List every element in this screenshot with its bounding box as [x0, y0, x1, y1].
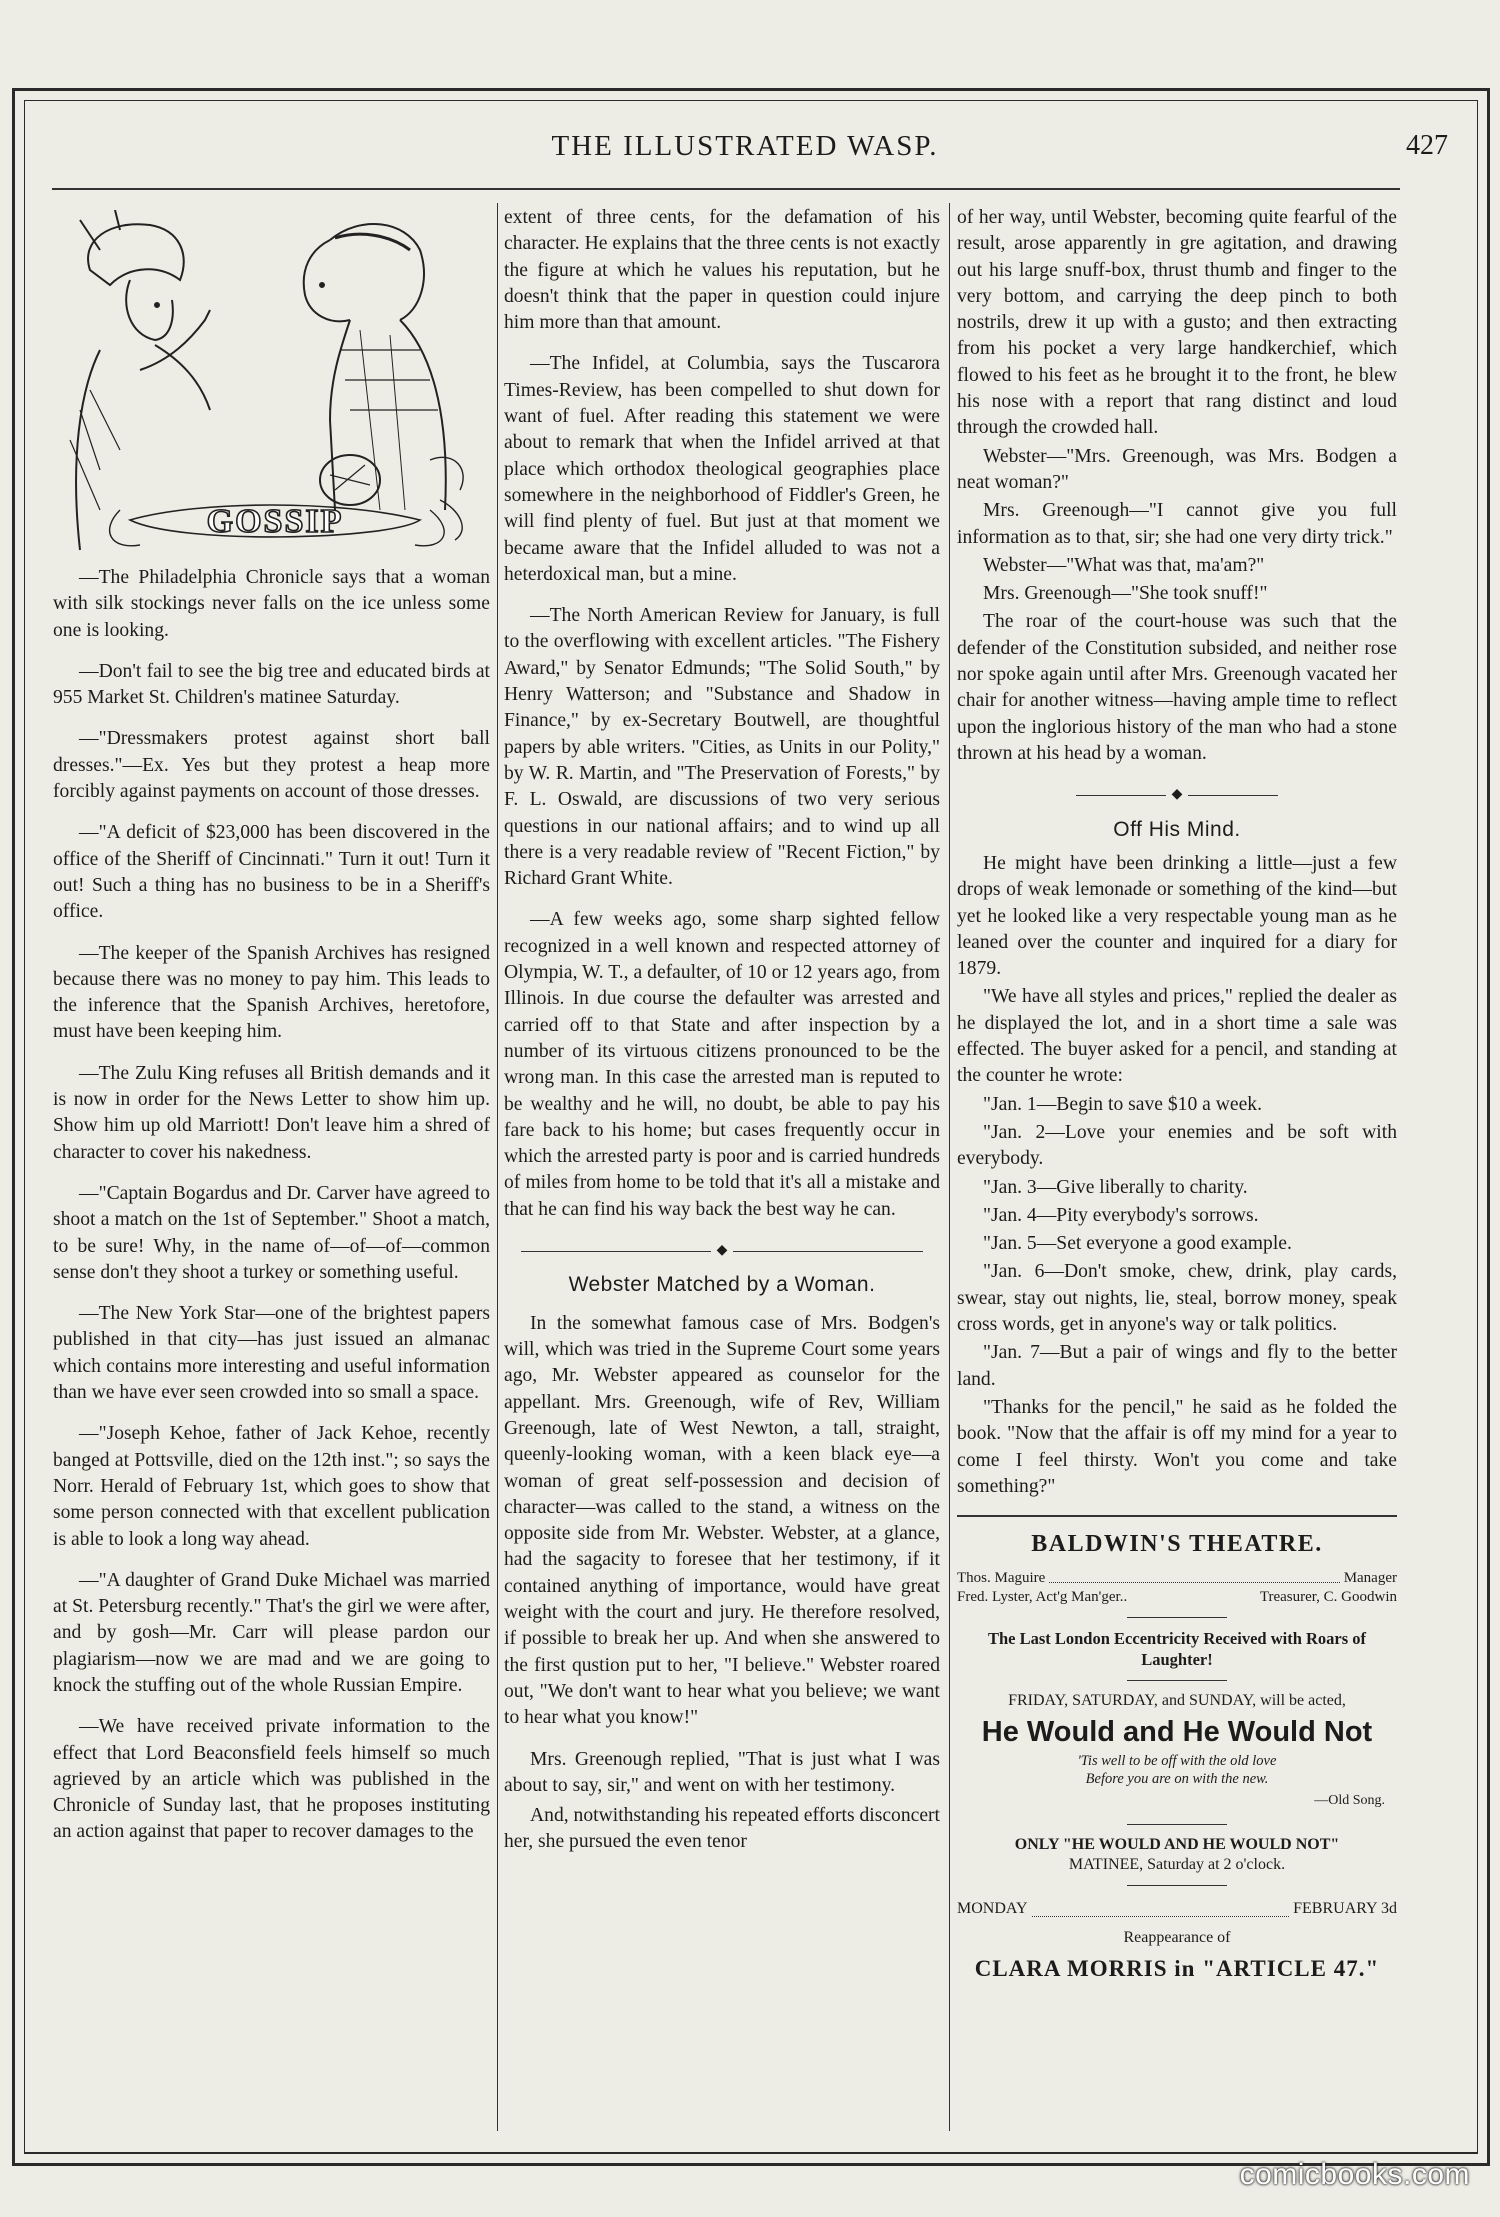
gossip-item: —The keeper of the Spanish Archives has resigned because there was no money to pay him. This leads to the inference that the Spanish Archives, heretofore, must have been keeping him. [53, 942, 490, 1043]
gossip-item: —We have received private information to the effect that Lord Beaconsfield feels himself so much agrieved by an article which was published in the Chronicle of Sunday last, that he proposes instituting an action against that paper to recover damages to the [53, 1716, 490, 1843]
gossip-banner-label: GOSSIP [206, 503, 344, 540]
page-number: 427 [1406, 130, 1448, 161]
gossip-item: —"Captain Bogardus and Dr. Carver have agreed to shoot a match on the 1st of September." Shoot a match, to be sure! Why, in the name of—of—of—common sense don't they shoot a turkey or something useful. [53, 1182, 490, 1283]
webster-continued: of her way, until Webster, becoming quite fearful of the result, arose apparently in gre agitation, and drawing out his large snuff-box, thrust thumb and finger to the very bottom, and carrying the deep pinch to both nostrils, drew it up with a gusto; and then extracting from his pocket a very large handkerchief, which flowed to his feet as he brought it to the front, he blew his nose with a report that rang distinct and loud through the crowded hall. [957, 207, 1397, 439]
diary-entry: "Jan. 3—Give liberally to charity. [983, 1176, 1248, 1198]
only-notice: ONLY "HE WOULD AND HE WOULD NOT" [1014, 1836, 1340, 1854]
diary-entry: "Jan. 5—Set everyone a good example. [983, 1233, 1292, 1255]
theatre-name: BALDWIN'S THEATRE. [1031, 1531, 1323, 1558]
theatre-advertisement [957, 1515, 1397, 1982]
offmind-title: Off His Mind. [1113, 817, 1241, 841]
webster-paragraph: Mrs. Greenough replied, "That is just what I was about to say, sir," and went on with her testimony. [504, 1748, 940, 1796]
news-item: —The North American Review for January, is full to the overflowing with excellent articles. "The Fishery Award," by Senator Edmunds; "The Solid South," by Henry Watterson; and "Substance and Shadow in Finance," by ex-Secretary Boutwell, are thoughtful papers by able writers. "Cities, as Units in our Polity," by W. R. Martin, and "The Preservation of Forests," by F. L. Oswald, are discussions of two very serious questions in our national affairs; and to wind up all there is a very readable review of "Recent Fiction," by Richard Grant White. [504, 605, 940, 890]
gossip-item: —"A deficit of $23,000 has been discovered in the office of the Sheriff of Cincinnati." Turn it out! Turn it out! Such a thing has no business to be in a Sheriff's office. [53, 822, 490, 923]
column-3 [957, 205, 1397, 2135]
offmind-conclusion: "Thanks for the pencil," he said as he folded the book. "Now that the affair is off my mind for a year to come I feel thirsty. Won't you come and take something?" [957, 1396, 1397, 1497]
quote-line: Before you are on with the new. [1085, 1770, 1269, 1787]
column-divider [497, 203, 498, 2131]
footer-rule [24, 2152, 1478, 2153]
diary-entry: "Jan. 7—But a pair of wings and fly to the better land. [957, 1342, 1397, 1390]
diary-entry: "Jan. 1—Begin to save $10 a week. [983, 1093, 1262, 1115]
watermark: comicbooks.com [1239, 2158, 1470, 2191]
gossip-item: —"Dressmakers protest against short ball dresses."—Ex. Yes but they protest a heap more forcibly against payments on account of those dresses. [53, 728, 490, 803]
webster-conclusion: The roar of the court-house was such that the defender of the Constitution subsided, and neither rose nor spoke again until after Mrs. Greenough vacated her chair for another witness—having ample time to reflect upon the inglorious history of the man who had a stone thrown at his head by a woman. [957, 611, 1397, 764]
matinee-notice: MATINEE, Saturday at 2 o'clock. [1068, 1856, 1286, 1874]
news-item: —The Infidel, at Columbia, says the Tuscarora Times-Review, has been compelled to shut down for want of fuel. After reading this statement we were about to remark that when the Infidel arrived at that place which orthodox theological geographies place somewhere in the neighborhood of Fiddler's Green, he will find plenty of fuel. But just at that moment we became aware that the Infidel alluded to was not a heterdoxical man, but a mine. [504, 353, 940, 585]
column-divider [949, 203, 950, 2131]
webster-dialog [957, 444, 1397, 608]
reappearance-label: Reappearance of [1123, 1929, 1231, 1947]
performance-days: FRIDAY, SATURDAY, and SUNDAY, will be acted, [1008, 1692, 1346, 1710]
offmind-paragraph: "We have all styles and prices," replied the dealer as he displayed the lot, and in a short time a sale was effected. The buyer asked for a pencil, and standing at the counter he wrote: [957, 986, 1397, 1087]
column-1 [53, 205, 490, 2135]
acting-manager: Fred. Lyster, Act'g Man'ger.. [957, 1589, 1128, 1606]
header-rule [52, 188, 1400, 190]
gossip-item: —The Zulu King refuses all British demands and it is now in order for the News Letter to show him up. Show him up old Marriott! Don't leave him a shred of character to cover his nakedness. [53, 1062, 490, 1163]
webster-title: Webster Matched by a Woman. [568, 1273, 876, 1297]
section-ornament: ◆ [504, 1238, 940, 1264]
webster-paragraph: In the somewhat famous case of Mrs. Bodgen's will, which was tried in the Supreme Court some years ago, Mr. Webster appeared as counselor for the appellant. Mrs. Greenough, wife of Rev, William Greenough, late of West Newton, a tall, straight, queenly-looking woman, with a keen black eye—a woman of great self-possession and decision of character—was called to the stand, a witness on the opposite side from Mr. Webster. Webster, at a glance, had the sagacity to foresee that her testimony, if it contained anything of importance, would have great weight with the court and jury. He therefore resolved, if possible to break her up. And when she answered to the first qustion put to her, "I believe." Webster roared out, "We don't want to hear what you believe; we want to hear what you know!" [504, 1312, 940, 1729]
column-2 [504, 205, 940, 2135]
dialog-line: Webster—"Mrs. Greenough, was Mrs. Bodgen a neat woman?" [957, 445, 1397, 493]
manager-role: Manager [1343, 1570, 1397, 1587]
monday-date: FEBRUARY 3d [1293, 1900, 1397, 1918]
gossip-item: —Don't fail to see the big tree and educated birds at 955 Market St. Children's matinee Saturday. [53, 660, 490, 709]
dialog-line: Mrs. Greenough—"I cannot give you full information as to that, sir; she had one very dirty trick." [957, 500, 1397, 548]
manager-line [957, 1569, 1397, 1588]
ad-rule [1127, 1680, 1227, 1681]
gossip-item: —"A daughter of Grand Duke Michael was married at St. Petersburg recently." That's the girl we were after, and by gosh—Mr. Carr will please pardon our plagiarism—now we are mad and we are going to knock the stuffing out of the whole Russian Empire. [53, 1569, 490, 1696]
newspaper-title: THE ILLUSTRATED WASP. [551, 130, 939, 162]
star-billing: CLARA MORRIS in "ARTICLE 47." [974, 1956, 1380, 1982]
staff-line [957, 1588, 1397, 1607]
webster-paragraph: And, notwithstanding his repeated efforts disconcert her, she pursued the even tenor [504, 1805, 940, 1853]
gossip-item: —"Joseph Kehoe, father of Jack Kehoe, recently banged at Pottsville, died on the 12th inst."; so says the Norr. Herald of February 1st, which goes to show that some person connected with that excellent publication is able to look a long way ahead. [53, 1423, 490, 1550]
masthead [40, 128, 1450, 168]
dialog-line: Mrs. Greenough—"She took snuff!" [983, 583, 1268, 605]
ad-rule [1127, 1885, 1227, 1886]
monday-line [957, 1896, 1397, 1922]
diary-entry: "Jan. 4—Pity everybody's sorrows. [983, 1204, 1259, 1226]
diary-entries [957, 1092, 1397, 1393]
gossip-item: —The Philadelphia Chronicle says that a woman with silk stockings never falls on the ice unless some one is looking. [53, 567, 490, 641]
monday-label: MONDAY [957, 1900, 1028, 1918]
ad-rule [1127, 1824, 1227, 1825]
gossip-item: —The New York Star—one of the brightest papers published in that city—has just issued an almanac which contains more interesting and useful information than we have ever seen crowded into so small a space. [53, 1303, 490, 1404]
dialog-line: Webster—"What was that, ma'am?" [983, 554, 1265, 576]
diary-entry: "Jan. 6—Don't smoke, chew, drink, play cards, swear, stay out nights, lie, steal, borrow money, speak cross words, get in anyone's way or talk politics. [957, 1261, 1397, 1336]
quote-line: 'Tis well to be off with the old love [1077, 1752, 1277, 1769]
manager-name: Thos. Maguire [957, 1570, 1046, 1587]
play-title: He Would and He Would Not [981, 1716, 1373, 1749]
ad-rule [1127, 1617, 1227, 1618]
news-item: extent of three cents, for the defamation of his character. He explains that the three cents is not exactly the figure at which he values his reputation, but he doesn't think that the paper in question could injure him more than that amount. [504, 207, 940, 334]
gossip-items [53, 205, 490, 1846]
news-item: —A few weeks ago, some sharp sighted fellow recognized in a well known and respected attorney of Olympia, W. T., a defaulter, of 10 or 12 years ago, from Illinois. In due course the defaulter was arrested and carried off to that State and after inspection by a number of its virtuous citizens pronounced to be the wrong man. In this case the arrested man is reputed to be wealthy and he will, no doubt, be able to pay his fare back to his home; but cases frequently occur in which the arrested party is poor and is carried hundreds of miles from home to be told that it's all a mistake and that he can find his way back the best way he can. [504, 909, 940, 1220]
section-ornament: ◆ [957, 782, 1397, 808]
offmind-paragraph: He might have been drinking a little—just a few drops of weak lemonade or something of the kind—but yet he looked like a very respectable young man as he leaned over the counter and inquired for a diary for 1879. [957, 853, 1397, 980]
eccentricity-notice: The Last London Eccentricity Received with Roars of Laughter! [987, 1629, 1367, 1670]
treasurer: Treasurer, C. Goodwin [1259, 1589, 1397, 1606]
diary-entry: "Jan. 2—Love your enemies and be soft with everybody. [957, 1121, 1397, 1170]
quote-source: —Old Song. [1314, 1792, 1385, 1808]
